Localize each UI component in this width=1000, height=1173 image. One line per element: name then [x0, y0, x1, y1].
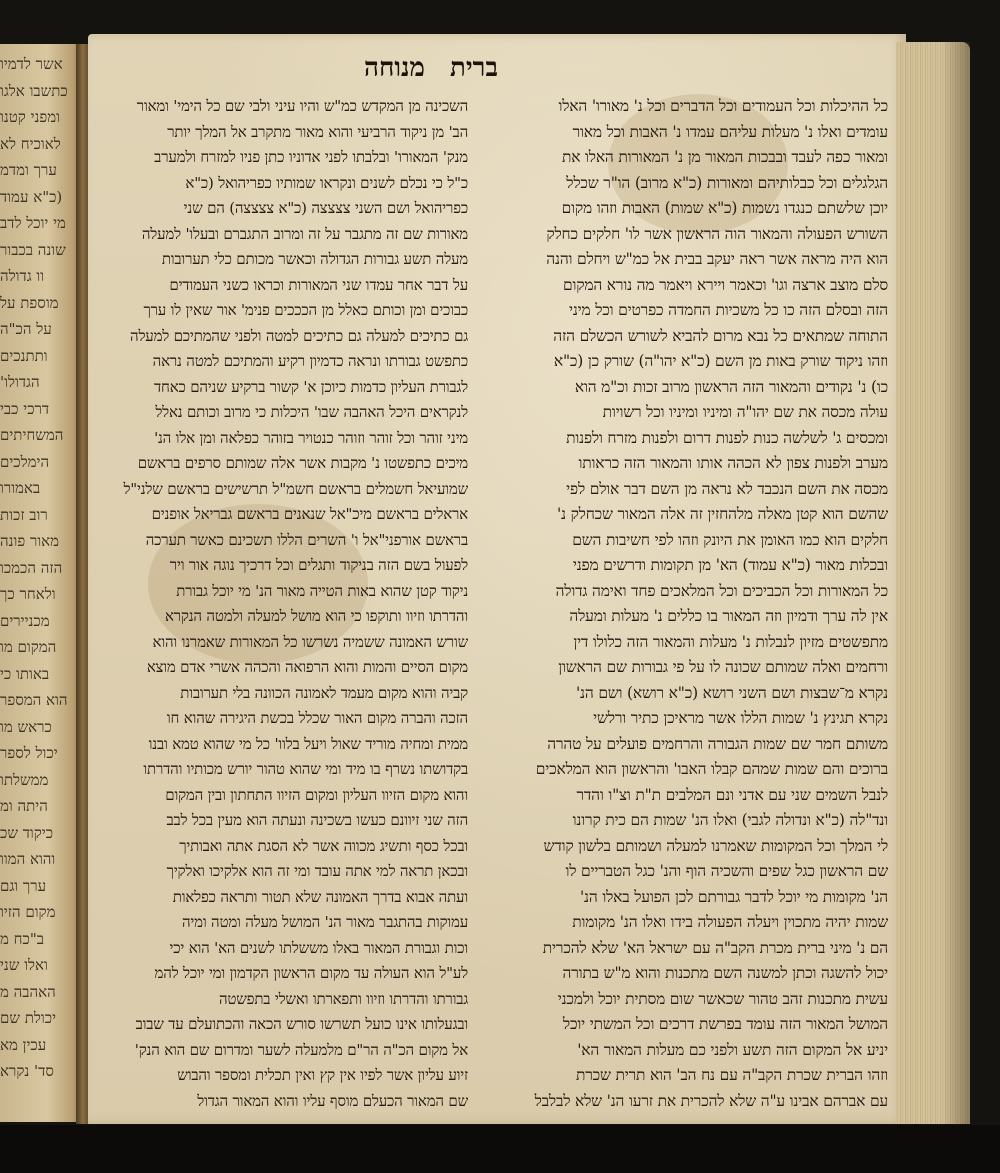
text-line: ועתה אבוא בדרך האמונה שלא תטור ותראה כפלאות [172, 887, 468, 906]
left-page-line: מוספת על [0, 293, 59, 312]
text-line: מעלה תשע גבורות הגדולה וכאשר מכותם כלי תערובות [161, 250, 468, 268]
text-line: יכול להשגה וכתן למשנה השם מתכנות והוא מ"ש בתורה [562, 964, 888, 982]
text-line: המושל המאור הזה עומד בפרשת דרכים וכל המשתי יוכל [562, 1015, 888, 1033]
page-edges [896, 42, 970, 1124]
left-page-line: ערך וגם [0, 876, 47, 895]
left-page-line: הוא המספר [0, 691, 68, 709]
text-line: לע"ל הוא העולה עד מקום הראשון הקדמון ומי יוכל להמ [154, 964, 468, 982]
text-line: גם כתיכים למעלה גם כתיכים למטה ולפני שהמתיכם למעלה [130, 326, 468, 345]
text-line: ונד"לה (כ"א ונדולה לגבי) ואלו הנ' שמות הם כית קרונו [572, 811, 888, 829]
text-line: מכסה את השם הנכבד לא נראה מן השם דבר אולם לפי [566, 479, 888, 498]
text-line: יוכן שלשתם כנגדו נשמות (כ"א שמות) האבות וזהו מקום [561, 199, 888, 217]
text-line: כל ההיכלות וכל העמודים וכל הדברים וכל נ' מאורו' האלו [558, 97, 888, 115]
text-line: בקדושתו נשרף בו מיד ומי שהוא טהור יורש מכותיו והדרתו [143, 760, 468, 778]
left-page-line: ולאחר כך [0, 585, 56, 603]
text-line: השורש הפעולה והמאור הוה הראשון אשר לו' חלקים כחלק [546, 224, 888, 243]
left-page-line: וו גדולה [0, 267, 45, 285]
text-line: מיני זוהר וכל זוהר וזוהר כנטויר בזוהר כפלאה ומן אלו הנ' [154, 428, 468, 447]
left-page-line: דרכי כבי [0, 399, 50, 418]
text-line: כבוכים ומן וכותם כאלל מן הכככים פנימ' אור שאין לו ערך [143, 301, 468, 319]
text-line: לפעול בשם הזה בניקוד ותגלים וכל דרכיך נוגה אור ויר [169, 556, 468, 574]
text-line: קביה והוא מקום מעמד לאמונה הכוונה בלי תערובות [180, 683, 468, 702]
left-page-line: הזה הכמכו [0, 558, 63, 577]
left-page-line: כתשבו אלגו [0, 81, 68, 100]
text-line: כתפשט גבורתו ונראה כדמיון רקיע והמתיכם למטה נראה [152, 352, 468, 370]
text-line: כו) נ' נקודים והמאור הזה הראשון מרוב זכות וכ"מ הוא [574, 377, 888, 396]
text-line: בראשם אורפני"אל ו' השרים הללו תשכינם כאשר תערכה [145, 530, 468, 549]
text-line: כפריהואל ושם השני צצצצה (כ"א צצצצה) הם שני [183, 199, 468, 217]
left-page-line: הימלכים [0, 452, 50, 471]
left-page-line: מאור פונה [0, 532, 60, 550]
left-page-line: באותו כי [0, 664, 50, 683]
text-line: ומכסים ג' לשלשה כנות לפנות דרום ולפנות מזרח ולפנות [566, 428, 888, 447]
main-page [88, 34, 906, 1124]
text-line: מנק' המאורו' ובלבתו לפני אדוניו כתן פניו למזרח ולמערב [154, 148, 468, 166]
text-line: אין לה ערך ודמיון וזה המאור בו כללים נ' מעלות ומעלה [569, 607, 888, 625]
text-line: ברוכים והם שמות שמהם קבלו האבו' והראשון הוא המלאכים [535, 760, 888, 778]
text-line: מאורות שם זה מתגבר על זה ומרוב התגברם ובעלו' למעלה [141, 224, 468, 243]
left-page-line: סד' נקרא [0, 1062, 54, 1080]
left-page-line: יכולת שם [0, 1009, 57, 1027]
left-page-line: מי יוכל לדב [0, 214, 66, 232]
text-line: הנ' מקומות מי יוכל לדבר גבורתם לכן הפועל באלו הנ' [579, 887, 888, 906]
text-line: שם המאור הכעלם מוסף עליו והוא המאור הגדול [197, 1091, 468, 1110]
text-line: מתפשטים מזיון לנבלות נ' מעלות והמאור הזה כלולו דין [573, 632, 888, 651]
left-page-line: ערך ומדמ [0, 161, 57, 179]
left-page-line: שונה בכבור [0, 240, 66, 259]
left-page-line: לאוכיח לא [0, 134, 61, 153]
text-line: ובגעלותו אינו כועל תשרשו סורש הכאה והכתועלם עד שבוב [135, 1015, 468, 1033]
left-page-line: ב"כח מ [0, 929, 44, 948]
text-line: שם הראשון כגל שפים והשכיה הוף והנ' כגל הטבריים לו [565, 862, 888, 880]
left-page-line: ומפני קטנו [0, 108, 60, 126]
text-line: שורש האמונה ששמיה נשרשו כל המאורות שאמרנו והוא [152, 632, 468, 651]
text-line: אל מקום הכ"ה הר"ם מלמעלה לשער ומדרום שם הוא הנק' [134, 1040, 468, 1059]
text-line: חלקים הוא כמו האומן את היונק וזהו לפי חשיבות השם [572, 530, 888, 549]
text-line: לנקראים היכל האהבה שבו' היכלות כי מרוב וכותם נאלל [155, 403, 468, 421]
left-page-line: כיקוד שכ [0, 823, 54, 842]
left-page-line: אשר לדמיו [0, 55, 63, 73]
text-line: עשית מתכנות זהב טהור שכאשר שום מסתית יוכל ולמכני [557, 989, 888, 1008]
left-page-line: ואלו שני [0, 956, 48, 974]
text-line: וזהו הברית שכרת הקב"ה עם נח הב' הוא תרית שכרת [575, 1066, 888, 1084]
text-line: עם אברהם אבינו ע"ה שלא להכרית את זרעו הנ' שלא לבלבל [534, 1091, 888, 1110]
left-text-column [96, 94, 468, 1114]
text-line: על דבר אחר עמדו שני המאורות וכראו כשני העמודים [169, 275, 468, 294]
text-line: משותם חמר שם שמות הגבורה והרחמים פועלים על טהרה [547, 734, 888, 753]
left-page-line: רוב זכות [0, 505, 48, 524]
left-page-line: האהבה מ [0, 982, 56, 1001]
text-line: והדרתו וזיוו ותוקפו כי הוא מושל למעלה ולמטה הנקרא [164, 607, 468, 625]
text-line: ורחמים ואלה שמותם שכונה לו על פי גבורות שם הראשון [558, 658, 888, 676]
text-line: התוחה שמתאים כל נבא מרום להביא לשורש הכשלם הזה [553, 326, 888, 345]
text-line: הגלגלים וכל כבלותיהם ומאורות (כ"א מרוב) הו"ר שכלל [566, 173, 888, 192]
left-page-line: עכין מא [0, 1035, 47, 1054]
text-line: וכות וגבורת המאור באלו מששלתו לשנים הא' הוא יכי [169, 938, 468, 957]
text-line: נקרא מ־שבצות ושם השני רושא (כ"א רושא) ושם הנ' [575, 683, 888, 702]
text-line: לגבורת העליון כדמות כיוכן א' קשור ברקיע שניהם כאחד [154, 377, 468, 396]
text-line: שהשם הוא קטן מאלה מלהחזין זה אלה המאור שכחלק נ' [556, 505, 888, 523]
text-line: אראלים בראשם מיכ"אל שנאנים בראשם גבריאל אופנים [151, 505, 468, 523]
text-line: הזה ובסלם הזה כו כל משכיות החמדה כפרטים וכל מיני [568, 301, 888, 319]
left-page-line: באמורו [0, 479, 41, 497]
left-page-line: ותתנכים [0, 346, 48, 365]
left-page-line: מכניירים [0, 611, 50, 630]
text-line: נקרא תגינץ נ' שמות הללו אשר מראיכן כתיר ורלשי [593, 709, 888, 727]
left-page-line: הגדולו' [0, 373, 40, 391]
text-line: שמועיאל חשמלים בראשם חשמ"ל תרשישים בראשם שלני"ל [123, 479, 468, 498]
right-text-column [516, 94, 888, 1114]
left-page-line: יכול לספר [0, 744, 58, 762]
left-page-line: מקום הזיו [0, 903, 56, 921]
left-page-line: והוא המוו [0, 850, 56, 868]
left-page-line: על הכ"ה [0, 320, 52, 338]
running-head-left: מנוחה [364, 53, 425, 83]
text-line: יניע אל המקום הזה תשע ולפני כם מעלות המאור הא' [577, 1040, 888, 1059]
text-line: מערב ולפנות צפון לא הכהה אותו והמאור הזה כראותו [578, 454, 888, 472]
text-line: ובכל כסף ותשיג מכווה אשר לא הסגת אתה ואבותיך [179, 836, 468, 855]
text-line: מקום הסיים והמות והוא הרפואה והכהה אשרי אדם מוצא [146, 658, 468, 676]
left-page-line: (כ"א עמוד [0, 187, 63, 206]
text-line: וזהו ניקוד שורק באות מן השם (כ"א יהו"ה) שורק כן (כ"א [553, 352, 888, 370]
text-line: עמוקות בהתגבר מאור הנ' המושל מעלה ומטה ומיה [181, 913, 468, 931]
text-line: גבורתו והדרתו וזיוו ותפארתו ואשלי בתפשטה [218, 989, 468, 1008]
text-line: ובכלות מאור (כ"א עמוד) הא' מן תקומות ודרשים מפני [572, 556, 888, 574]
text-line: הזה שני זיוונם כעשו בשכינה ונעתה הוא מעין בכל לבב [166, 811, 468, 829]
text-line: כ"ל כי נכלם לשנים ונקראו שמותיו כפריהואל (כ"א [185, 173, 468, 192]
text-line: עומדים ואלו נ' מעלות עליהם עמדו נ' האבות וכל מאור [572, 122, 888, 141]
text-line: ניקוד קטן שהוא באות הטייה מאור הנ' מי יוכל גבורת [176, 581, 468, 600]
left-facing-page [0, 44, 86, 1122]
text-line: לי המלך וכל המקומות שאמרנו למעלה ושמותם בלשון קודש [543, 836, 888, 855]
left-page-line: המקום מו [0, 638, 57, 656]
text-line: ממית ומחיה מוריד שאול ויעל בלוו' כל מי שהוא טמא ובנו [148, 734, 468, 753]
text-line: מיכים כתפשטו נ' מקבות אשר אלה שמותם סרפים בראשם [137, 454, 468, 472]
text-line: לנבל השמים שני עם אדני ונם המלבים ת"ת וצ"ו והדר [576, 785, 888, 804]
text-line: עולה מכסה את שם יהו"ה ומיניו ומיניו וכל רשויות [602, 403, 888, 421]
left-page-line: היתה ומ [0, 797, 48, 815]
text-line: כל המאורות וכל הכביכים וכל המלאכים פחד ואימה גדולה [555, 581, 888, 600]
left-page-line: כראש מו [0, 717, 52, 736]
text-line: הזכה והברה מקום האור שכלל בכשת היגירה שהוא חו [166, 709, 468, 727]
running-head-right: ברית [450, 53, 498, 83]
text-line: והוא מקום הזיוו העליון ומקום הזיוו התחתון ובין המקום [165, 785, 468, 804]
left-page-line: המשחיתים [0, 426, 64, 444]
left-page-line: ממשלתו [0, 770, 49, 789]
text-line: זיוע עליון אשר לפיו אין קץ ואין תכלית ומספר והבוש [177, 1066, 468, 1084]
text-line: הוא היה מראה אשר ראה יעקב בבית אל כמ"ש ויחלם והנה [546, 250, 888, 268]
text-line: השכינה מן המקדש כמ"ש והיו עיני ולבי שם כל הימי' ומאור [136, 97, 468, 115]
text-line: שמות יהיה מתכוין ויעלה הפעולה בידו ואלו הנ' מקומות [572, 913, 888, 931]
text-line: הב' מן ניקוד הרביעי והוא מאור מתקרב אל המלך יותר [167, 122, 468, 141]
text-line: ובכאן תראה למי אתה עובד ומי זה הוא אלקיכו ואלקיך [166, 862, 468, 880]
text-line: ומאור כפה לעבד ובבכות המאור מן נ' המאורות האלו את [561, 148, 888, 166]
text-line: סלם מוצב ארצה וגו' וכאמר ויירא ויאמר מה נורא המקום [563, 275, 888, 294]
text-line: הם נ' מיני ברית מכרת הקב"ה עם ישראל הא' שלא להכרית [542, 938, 888, 957]
bottom-background [0, 1125, 1000, 1173]
